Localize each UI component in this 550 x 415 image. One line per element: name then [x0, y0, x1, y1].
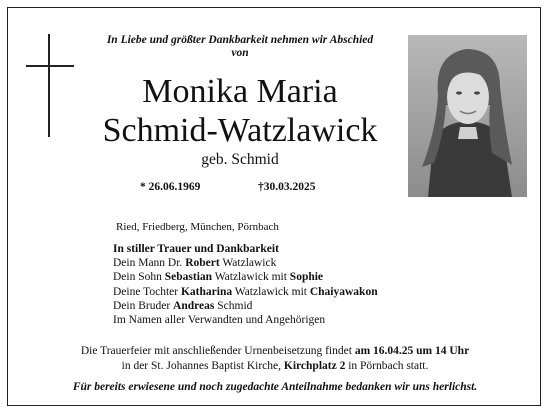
- thanks-line: Für bereits erwiesene und noch zugedachte Anteilnahme bedanken wir uns herlichst.: [72, 381, 478, 393]
- death-date: †30.03.2025: [258, 181, 316, 193]
- mourner-daughter: [113, 285, 378, 299]
- text: Schmid: [214, 299, 253, 312]
- name: Robert: [185, 257, 220, 270]
- text: in Pörnbach statt.: [345, 360, 429, 372]
- text: Watzlawick: [219, 257, 277, 270]
- cross-icon: [48, 34, 50, 137]
- service-line-2: [0, 359, 550, 374]
- places: Ried, Friedberg, München, Pörnbach: [116, 221, 279, 233]
- deceased-last-name: Schmid-Watzlawick: [102, 112, 378, 149]
- mourners-list: [113, 242, 378, 327]
- mourners-heading: In stiller Trauer und Dankbarkeit: [113, 243, 279, 255]
- service-line-1: [0, 344, 550, 359]
- name: Andreas: [173, 299, 215, 312]
- mourner-brother: [113, 299, 378, 313]
- birth-name: geb. Schmid: [201, 151, 279, 168]
- mourner-son: [113, 270, 378, 284]
- intro-line: In Liebe und größter Dankbarkeit nehmen wir Abschied: [106, 34, 374, 46]
- text: Watzlawick mit: [232, 285, 310, 298]
- mourner-husband: [113, 256, 378, 270]
- service-address: Kirchplatz 2: [283, 360, 346, 372]
- name: Katharina: [180, 285, 233, 298]
- deceased-first-name: Monika Maria: [142, 73, 338, 110]
- text: in der St. Johannes Baptist Kirche,: [121, 360, 284, 372]
- portrait-photo: [408, 35, 527, 197]
- text: Deine Tochter: [113, 285, 181, 298]
- cross-icon-bar: [26, 65, 74, 67]
- name: Chaiyawakon: [309, 285, 378, 298]
- intro-von: von: [231, 47, 249, 59]
- text: Dein Mann Dr.: [113, 257, 186, 270]
- name: Sophie: [289, 271, 324, 284]
- text: Die Trauerfeier mit anschließender Urnenbeisetzung findet: [80, 345, 355, 357]
- text: Dein Sohn: [113, 271, 165, 284]
- name: Sebastian: [164, 271, 213, 284]
- birth-date: * 26.06.1969: [140, 181, 201, 193]
- text: Watzlawick mit: [212, 271, 290, 284]
- text: Dein Bruder: [113, 299, 174, 312]
- service-date: am 16.04.25 um 14 Uhr: [354, 345, 470, 357]
- mourner-others: Im Namen aller Verwandten und Angehörigen: [113, 314, 326, 327]
